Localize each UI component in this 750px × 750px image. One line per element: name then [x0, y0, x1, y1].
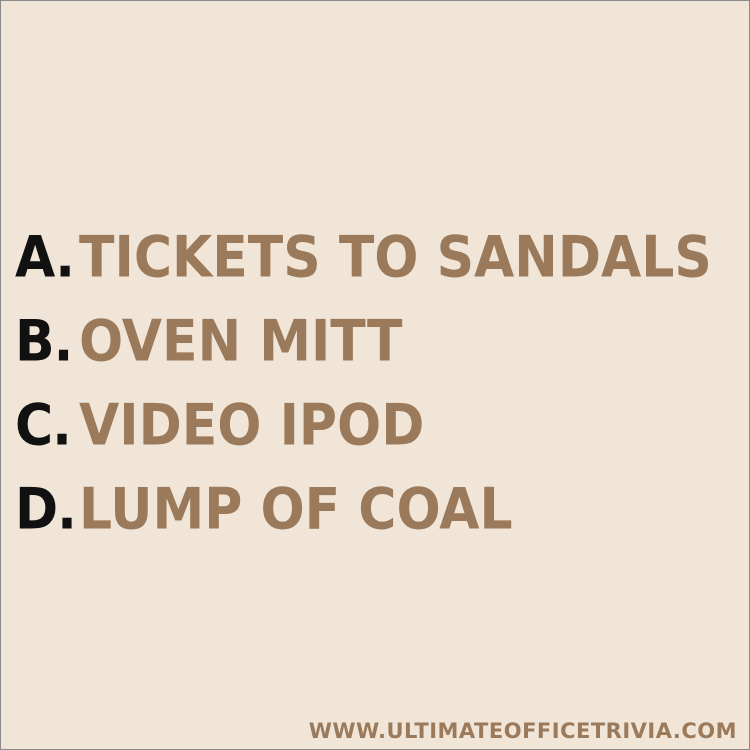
answer-text: VIDEO IPOD	[79, 393, 425, 459]
answer-letter: A.	[15, 225, 74, 291]
answer-option-b	[15, 300, 745, 384]
website-url: WWW.ULTIMATEOFFICETRIVIA.COM	[308, 719, 737, 743]
answer-text: OVEN MITT	[79, 309, 403, 375]
answer-option-d	[15, 468, 745, 552]
answer-letter: B.	[15, 309, 73, 375]
answer-letter: C.	[15, 393, 71, 459]
answer-option-c	[15, 384, 745, 468]
answer-option-a	[15, 216, 745, 300]
answer-text: LUMP OF COAL	[79, 477, 513, 543]
answer-text: TICKETS TO SANDALS	[79, 225, 712, 291]
answer-letter: D.	[15, 477, 76, 543]
answer-list	[15, 216, 745, 552]
